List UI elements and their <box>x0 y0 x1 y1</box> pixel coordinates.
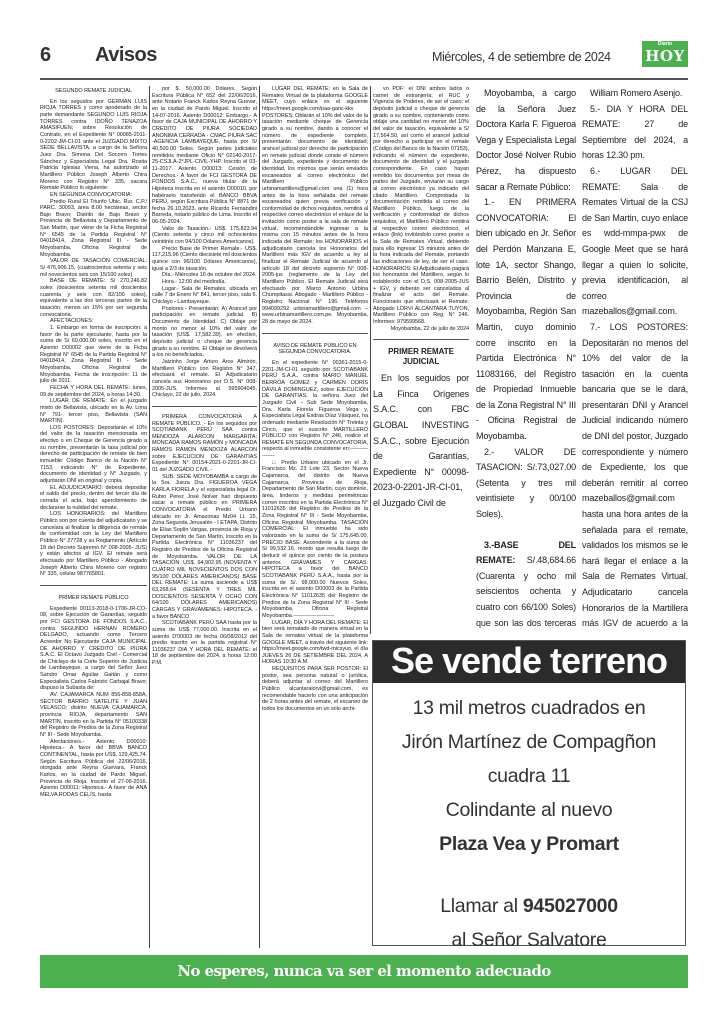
notice-paragraph <box>476 195 576 445</box>
ad-line: cuadra 11 <box>487 765 571 787</box>
notice-paragraph: AFECTACIONES: <box>50 318 94 325</box>
notice-text: 1.- EN PRIMERA CONVOCATORIA: El bien ubicado en Jr. Señor del Perdón Manzana E, lote 1A, sector Shango, Barrio Belén, Distrito y Provincia de Moyobamba, Región San Martin, cuyo dominio corre inscrito en la Partida Electrónica N° 11083166, del Registro de Propiedad Inmueble de la Zona Registral N° III - Oficina Registral de Moyobamba. <box>476 197 576 442</box>
logo-small-text: Diario <box>657 41 673 47</box>
notice-paragraph: Lugar.- Sala de Remates, ubicada en calle 7 de Enero N° 841, tercer piso, sala 6. Chiclayo - Lambayeque. <box>152 285 257 305</box>
notice-paragraph: LOS POSTORES: Depositarán el 10% del valor de la tasación mencionada en efectivo o en Cheque de Gerencia girado a su nombre, presentarán la tasa judicial por derecho de participación de remate de bien inmueble: Código Banco de la Nación N° 7153, indicando N° de Expediente, documento de identidad y N° Juzgado, y adjuntarán DNI en original y copia. <box>40 424 147 485</box>
ad-headline: Se vende terreno <box>373 641 685 683</box>
notice-paragraph <box>476 86 576 195</box>
column-3-notices <box>262 86 368 948</box>
notice-lead: 3.-BASE DEL REMATE: <box>476 539 576 566</box>
notice-paragraph: En los seguidos por La Finca Orígenes S.A.C. con FBC GLOBAL INVESTING S.A.C., sobre Ejecución de Garantías, Expediente N° 00098-2023-0-2201-JR-CI-01, el Juzgado Civil de <box>373 373 469 509</box>
section-separator <box>152 406 257 414</box>
notice-paragraph: vo PDF: el DNI ambos lados o carnet de extranjería; el RUC y Vigencia de Poderes, de ser el caso; el depósito judicial o cheque de gerencia girado a su nombre, conteniendo como oblaje una cantidad no menor del 10% del valor de tasación, equivalente a S/ 17,564.50, así como el arancel judicial por derecho a participar en el remate (Código del Banco de la Nación 07153), indicando el número de expediente, documento de identidad y el juzgado correspondiente. En caso hayan remitido los documentos por mesa de partes del Juzgado, enviarán su cargo al correo electrónico ya indicado del citado Martillero. Comprobada la documentación remitida al correo del Martillero Público, luego de la verificación y conformidad de dichos requisitos, el Martillero Público remitirá al respectivo correo electrónico, el enlace (link) invitándolo como postor a la Sala de Remates Virtual, debiendo para ello ingresar 15 minutos antes de la hora indicada del Remate, portando las indicaciones de ley, de ser el caso. HONORARIOS: El Adjudicatario pagará los honorarios del Martillero, según lo establecido con el D.S. 008-2005-JUS + IGV, y deberán ser cancelados al finalizar el acto del Remate. Funcionario que efectuará el Remate: Abogado LORVI ALCÁNTARA TUYON, Martillero Público con Reg. N° 246. Informes: 979599568. <box>373 86 469 325</box>
notice-paragraph: Precio Base de Primer Remate.- US$. 117,215.96 (Ciento diecisiete mil doscientos quince con 96/100 Dólares Americanos), igual a 2/3 de tasación. <box>152 245 257 272</box>
notice-paragraph: EL ADJUDICATARIO: deberá depositar el saldo del precio, dentro del tercer día de cerrada el acta, bajo apercibimiento de declararse la nulidad del remate. <box>40 484 147 511</box>
section-separator <box>262 333 368 341</box>
notice-title: AVISO DE REMATE PÚBLICO EN SEGUNDA CONVOCATORIA. <box>273 342 357 356</box>
header-rule <box>40 78 688 80</box>
page-number: 6 <box>40 44 52 66</box>
column-6-notice <box>582 86 688 634</box>
notice-paragraph: VALOR DE TASACIÓN COMERCIAL: S/ 476,906.15, (cuatrocientos setenta y seis mil novecientos seis con 15/100 soles) <box>40 258 147 278</box>
notice-paragraph: Hora.- 12:00 del mediodía. <box>162 279 226 286</box>
column-divider <box>370 86 371 634</box>
column-4-notices <box>373 86 469 634</box>
notice-title: PRIMER REMATE JUDICIAL <box>373 339 469 367</box>
notice-paragraph: LUGAR DE REMATE: En el juzgado mixto de Bellavista, ubicado en la Av. Lima N° 791- tercer piso, Bellavista (SAN MARTIN). <box>40 398 147 425</box>
notice-paragraph <box>476 538 576 634</box>
notice-text: William Romero Asenjo. <box>590 88 683 98</box>
notice-text: 7.- LOS POSTORES: Depositarán no menos del 10% del valor de la tasación en la cuenta bancaria que se le dará, presentarán DNI y Arancel Judicial indicando número de DNI del postor, Juzgado correspondiente y número de Expediente, los que deberán remitir al correo mazeballos@gmail.com hasta una hora antes de la señalada para el remate, validados los mismos se le hará llegar el enlace a la Sala de Remates Virtual. Adjudicatario cancela Honorarios de la Martillera más IGV de acuerdo a la <box>582 321 688 629</box>
notice-paragraph: 1. Embargo en forma de inscripción: a favor de la parte ejecutante, hasta por la suma de S/ 60,000.00 soles, inscrito en el Asiento D00002 que viene de la Ficha Registral N° 6545 de la Partida Registral N° 04018414, Zona Registral III - Sede Moyobamba, Oficina Registral de Moyobamba. Fecha de inscripción: 11 de julio de 2011. <box>40 324 147 385</box>
notice-text: Moyobamba, a cargo de la Señora Juez Doctora Karla F. Figueroa Vega y Especialista Legal Doctor José Nolver Rubio Pérez, ha dispuesto sacar a Remate Público: <box>476 88 576 192</box>
notice-paragraph: SCOTIABANK PERÚ SAA hasta por la suma de US$ 77,000.00. Inscrita en el asiento D'00003 de fecha 06/08/2012 del predio inscrito en la partida registral N° 11036237 DIA Y HORA DEL REMATE: el 18 de septiembre del 2024, a horas 12:00 P.M. <box>152 620 257 667</box>
notice-paragraph: Día.- Miércoles 16 de octubre del 2024. <box>162 272 257 279</box>
notice-paragraph: Valor de Tasación.- US$. 175,823.94 (Ciento setenta y cinco mil ochocientos veintitrés con 94/100 Dólares Americanos). <box>152 225 257 246</box>
notice-signoff: Moyobamba, 22 de julio de 2024 <box>390 325 469 332</box>
notice-paragraph: FECHA Y HORA DEL REMATE: lunes, 09 de septiembre del 2024, a horas 14:30. <box>40 384 147 398</box>
column-divider <box>149 86 150 948</box>
notice-paragraph <box>582 86 688 102</box>
issue-date: Miércoles, 4 de setiembre de 2024 <box>432 50 611 64</box>
notice-paragraph: Predio Rural El Triunfo Ubic. Rur. C.P./ PARC. 30093, área 8.00 hectáreas, sector Bajo Bravo; Distrito de Bajo Bravo y Provincia de Bellavista y Departamento de San Martin, que viene de la Ficha Registral N° 6545 de la Partida Registral N° 04018414, Zona Registral III - Sede Moyobamba, Oficina Registral de Moyobamba. <box>40 198 147 258</box>
notice-paragraph: Postores.- Presentarán: A) Arancel por participación en remate judicial. B) Documento de Identidad. C) Oblaje por monto no menor al 10% del valor de tasación (US$. 17,582.39), en efectivo, depósito judicial o cheque de gerencia girado a su nombre. El Oblaje se devolverá a los no beneficiados. <box>152 305 257 359</box>
notice-paragraph: Afectaciones.- Asiento D00010: Hipoteca.- A favor del BBVA BANCO CONTINENTAL, hasta por US$. 129,425.74. Según Escritura Pública del 22/06/2016, otorgada ante Reyna Guevara, Franck Karlos, en la ciudad de Pardo Miguel, Provincia de Rioja. Inscrito el 27-06-2016. Asiento D00011: Hipoteca.- A favor de ANA MELVA RODAS CELIS, hasta <box>40 738 147 798</box>
ad-line-bold: Plaza Vea y Promart <box>439 833 619 855</box>
notice-paragraph: Expediente 00113-2018-0-1706-JR-CO-08, sobre Ejecución de Garantías, seguido por FCI GESTORA DE FONDOS S.A.C., contra SEGUNDO HERNAN ROMERO DELGADO, actuando como Tercero Acreedor No Ejecutante CAJA MUNICIPAL DE AHORRO Y CREDITO DE PIURA S.A.C. El Octavo Juzgado Civil - Comercial de Chiclayo de la Corte Superior de Justicia de Lambayeque, a cargo del Señor Juez Sandro Omar Aguilar Gaitán y como Especialista Carlos Fabrizio Carbajal Bravo; dispuso la Subasta de: <box>40 605 147 692</box>
land-for-sale-ad <box>372 640 686 951</box>
notice-paragraph: EN SEGUNDA CONVOCATORIA: <box>50 191 133 198</box>
notice-paragraph <box>582 102 688 164</box>
ad-line: 13 mil metros cuadrados en <box>412 697 646 719</box>
logo-main-text: HOY <box>645 47 685 65</box>
notice-paragraph: En el expediente N° 00361-2015-0-2201-JM-CI-01 seguido por SCOTIABANK PERÚ S.A.A., contra MARIO MANUEL BERROA GOMEZ y CARMEN DORIS DÁVILA DOMINGUEZ, sobre EJECUCIÓN DE GARANTIAS, la señora Juez del Juzgado Civil – Sub Sede Moyobamba, Dra. Karla Fiorela Figueroa Vega y, Especialista Legal Esdras Díaz Vásquez, ha ordenado mediante Resolución N° Treinta y Cinco, que el suscrito MARTILLERO PÚBLICO con Registro N° 246, realice el REMATE EN SEGUNDA CONVOCATORIA, respecto al inmueble consistente en:----------------- <box>262 359 368 460</box>
column-2-notices <box>152 86 257 948</box>
ad-line: Jirón Martínez de Compagñon <box>401 731 657 753</box>
column-divider <box>259 86 260 948</box>
ad-phone-number: 945027000 <box>522 895 618 917</box>
notice-paragraph: LUGAR DEL REMATE: en la Sala de Remates Virtual de la plataforma GOOGLE MEET, cuyo enlace es el siguiente https://meet.google.com/paa-ganc-kkv POSTORES: Oblarán el 10% del valor de la tasación mediante cheque de Gerencia girado a su nombre, dando a conocer el número de expediente completo, presentarán documento de identidad; arancel judicial por derecho de participación en remate judicial donde conste el número del Juzgado, expediente y documento de identidad, los mismos que serán enviados escaneados al correo electrónico del Martillero Público urbinamartillero@gmail.com una (1) hora antes de la hora señalada del remate escaneados quien previa verificación y conformidad de dichos requisitos, remitirá al respectivo correo electrónico el enlace de la invitación como postor a la sala de remate virtual, recomendándole ingresar a la misma con 15 minutos antes de la hora indicada del Remate; los HONORARIOS el adjudicatario cancela los Honorarios del Martillero más IGV de acuerdo a ley al finalizar el Remate Judicial de acuerdo al artículo 18 del decreto supremo N° 008-2005-jus (reglamento de la Ley del Martillero Público. El Remate Judicial será efectuado por Marco Antonio Urbina Chumpitassi. Abogado - Martillero Público - Registro Nacional N° 196. Teléfonos 994099292 urbinamartillero@gmail.com – www.urbinamartillero.com.pe. Moyobamba, 28 de mayo de 2024. <box>262 86 368 325</box>
notice-paragraph: PRIMERA CONVOCATORIA A REMATE PÚBLICO. - En los seguidos por SCOTIABANK PERÚ SAA contra MENDOZA ALARCON MARGARITA; MONCADA RAMOS RAMÓN y MONCADA RAMOS RAMON MENDOZA ALARCON sobre EJECUCION DE GARANTIAS Expediente N° 00154-2021-0-2201-JR-CI-01 del JUZGADO CIVIL - <box>152 413 257 474</box>
notice-paragraph: □ Predio Urbano ubicado en el Jr. Francisco Mz. 23 Lote 23, Sector Nueva Cajamarca, del distrito de Nueva Cajamarca, Provincia de Rioja, Departamento de San Martin, cuyo dominio, área, linderos y medidas perimétricas corren inscritos en la Partida Electrónica N° 11012635 del Registro de Predios de la Zona Registral N° III - Sede Moyobamba, Oficina Registral Moyobamba. TASACIÓN COMERCIAL: El inmueble ha sido valorizado en la suma de S/ 175,645.00. PRECIO BASE: Ascendente a la suma de S/ 99,532.16, monto que resulta luego de deducir el quince por ciento de la postura anterior. GRÁVAMES Y CARGAS: HIPOTECA a favor del BANCO SCOTIABANK PERÚ S.A.A., hasta por la suma de S/. 98,000.00 Nuevos Soles, inscrita en el asiento D00003 de la Partida Electrónica N° 11012635 del Registro de Predios de la Zona Registral N° III - Sede Moyobamba, Oficina Registral Moyobamba.----------------------- <box>262 459 368 619</box>
notice-text: 5.- DIA Y HORA DEL REMATE: 27 de Septiembre del 2024, a horas 12.30 pm. <box>582 103 688 161</box>
notice-paragraph: En los seguidos por GERMAN LUIS RIOJA TORRES y como apoderado de la parte demandante SEGUNDO LUIS RIOJA TORRES contra IDOÑO TENAZOA AMASIFUEN; sobre Resolución de Contrato, en el Expediente N° 00085-2011-0-2202-JM-CI-01 ante el JUZGADO MIXTO SEDE BELLAVISTA, a cargo de la Señora Juez Dra. Simona Del Socorro Torres Sánchez y Especialista Legal Dra. Rosita Patricia Iglesias Viena, ha autorizado al Martillero Público Joseph Alberto Chira Moreno con Registro N° 335, sacara Remate Público lo siguiente: <box>40 98 147 192</box>
ad-line: Colindante al nuevo <box>445 799 613 821</box>
notice-paragraph: LUGAR, DÍA Y HORA DEL REMATE: El bien será rematado de manera virtual en la Sala de remates virtual de la plataforma GOOGLE MEET, a través del siguiente link: https://meet.google.com/twd-micsyuo, el día JUEVES 26 DE SETIEMBRE DEL 2024, A HORAS 10:30 A.M. <box>262 619 368 666</box>
notice-paragraph: por $. 50,000.00 Dólares. Según Escritura Pública N° 652 del 22/06/2016, ante Notario Franck Karlos Reyna Guevar, en la ciudad de Pardo Miguel. Inscrito el 14-07-2016. Asiento D00012: Embargo.- A favor de CAJA MUNICIPAL DE AHORRO Y CREDITO DE PIURA SOCIEDAD ANONIMA CERRADA - CMAC PIURA SAC -AGENCIA LAMBAYEQUE, hasta por S/ 40,500.00 Soles. Según partes judiciales remitidos mediante Oficio N° 02140-2017-25-CSJLA-2°JPL-CIVIL-YHP. Inscrito el 03-11-2017. Asiento D00013: Cesión de Derechos.- A favor de FCI GESTORA DE FONDOS S.A.C., nueva titular de la Hipoteca inscrita en el asiento D00010, por habérselo transferido el BANCO BBVA PERÚ, según Escritura Pública N° 8871 de fecha 26.10.2023, ante Ricardo Fernandini Barreda, notario público de Lima. Inscrito el 06-05-2024. <box>152 86 257 226</box>
notice-text: 2.- VALOR DE TASACION: S/.73,027.00 (Setenta y tres mil veintisiete y 00/100 Soles). <box>476 446 576 520</box>
notice-paragraph: AV. CAJAMARCA NUM 856-858-858A, SECTOR BARRIO SATELITE Y JUAN VELASCO; distrito NUEVA CAJAMARCA, provincia RIOJA, departamento SAN MARTIN, inscrito en la Partida N° 05100338 del Registro de Predios de la Zona Registral N° III - Sede Moyobamba. <box>40 692 147 739</box>
notice-paragraph: REQUISITOS PARA SER POSTOR: El postor, sea persona natural o jurídica, deberá adjuntar al correo del Martillero Público alcantaralorvi@gmail.com, es recomendable hacerlo con una anticipación de 2 horas antes del remate, el escaneo de todos los documentos en un solo archi- <box>262 666 368 713</box>
notice-paragraph <box>582 164 688 320</box>
notice-paragraph <box>582 320 688 634</box>
notice-title: PRIMER REMATE PÚBLICO <box>58 594 129 601</box>
column-1-notices <box>40 86 147 948</box>
footer-banner: No esperes, nunca va ser el momento adecuado <box>40 955 688 988</box>
diario-hoy-logo <box>642 41 688 67</box>
ad-call-prefix: Llamar al <box>440 895 523 917</box>
notice-paragraph: LOS HONORARIOS: del Martillero Público son por cuenta del adjudicatario y se cancelara al finalizar la diligencia de remate de conformidad con la Ley del Martillero Público N° 27728 y su Reglamento (Artículo 18 del Decreto Supremo N° 008-2005- JUS) y están afectos al IGV. El remate será efectuado por Martillero Público - Abogado Joseph Alberto Chira Moreno con registro N° 335, celular 987765801. <box>40 511 147 578</box>
ad-line: al Señor Salvatore <box>451 929 607 951</box>
notice-paragraph <box>476 445 576 523</box>
notice-title: SEGUNDO REMATE JUDICIAL <box>55 88 132 94</box>
column-5-notice <box>476 86 576 634</box>
section-title: Avisos <box>95 44 157 66</box>
notice-paragraph: Jaizinho Jorge Arturo Arce Almirón, Martillero Público con Registro N° 347, efectuará el remate. El Adjudicatario cancela sus Honorarios por D.S. N° 008-2005-JUS. Informes al 995904045. Chiclayo, 22 de julio, 2024. <box>152 358 257 399</box>
section-separator <box>40 585 147 593</box>
notice-text: S/.48,684.66 (Cuarenta y ocho mil seiscientos ochenta y cuatro con 66/100 Soles) que son las dos terceras <box>476 555 576 628</box>
notice-text: 6.- LUGAR DEL REMATE: Sala de Remates Virtual de la CSJ de San Martin, cuyo enlace es wdd-mmpa-pwx de Google Meet que se hará llegar a quien lo solicite, previa identificación, al correo mazeballos@gmail.com. <box>582 165 688 317</box>
ad-call-line <box>373 889 685 923</box>
notice-paragraph: BASE DE REMATE: S/ 270,246.82 soles (doscientos setenta mil doscientos cuarenta y seis con 82/100 soles), equivalente a las dos terceras partes de la tasación, menos un 15% por ser segunda convocatoria. <box>40 278 147 318</box>
notice-paragraph: SUB. SEDE MOYOBAMBA a cargo de la Sra. Jueza Dra. FIGUEROA VEGA KARLA FIORELA y el especialista legal Dr. Rubio Perez José Nolver han dispuesto sacar a remate público en PRIMERA CONVOCATORIA el Predio Urbano ubicado en Jr. Amazonas Mz04 Lt. 15, Zona Segunda Jerusalén - I ETAPA, Distrito de Elías Soplín Vargas, provincia de Rioja y Departamento de San Martín, inscrito en la Partida Electrónica N° 11036237 del Registro de Predios de la Oficina Registral de Moyobamba. VALOR DE LA TASACIÓN: US$. 94,902.95 (NOVENTA Y CUATRO MIL NOVECIENTOS DOS CON 95/100 DÓLARES AMERICANOS) BASE DEL REMATE: La suma asciende a US$ 63,268.64 (SESENTA Y TRES MIL DOSCIENTOS SESENTA Y OCHO CON 64/100 DÓLARES AMERICANOS) CARGAS Y GRAVÁMENES: HIPOTECA. - a favor BANCO <box>152 473 257 620</box>
